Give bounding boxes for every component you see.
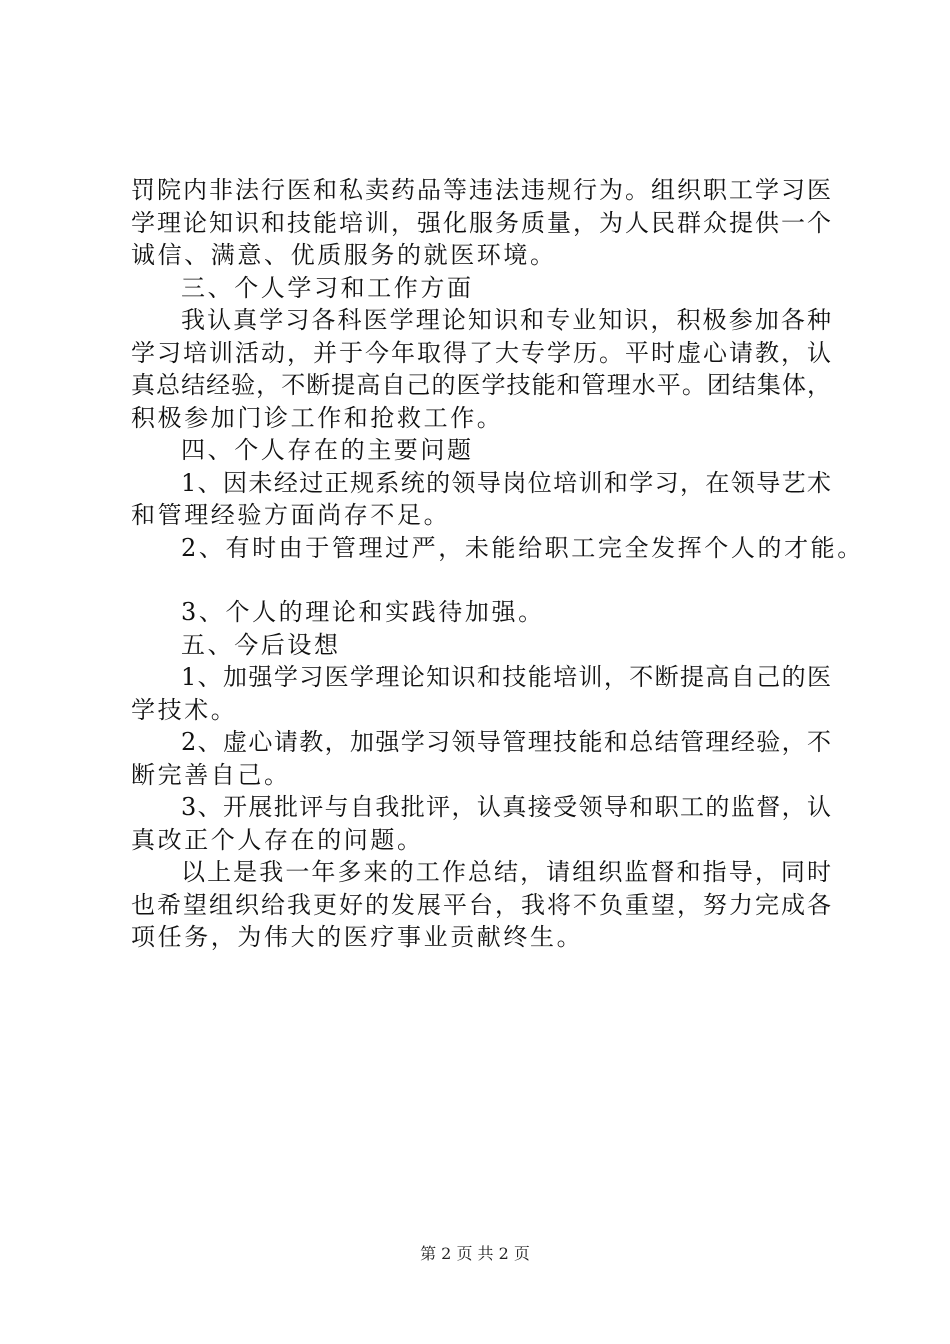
list-item: 3、开展批评与自我批评，认真接受领导和职工的监督，认 [181, 793, 831, 821]
text-line: 罚院内非法行医和私卖药品等违法违规行为。组织职工学习医 [131, 176, 831, 204]
blank-line [131, 564, 831, 596]
text-line: 学习培训活动，并于今年取得了大专学历。平时虚心请教，认 [131, 338, 831, 367]
list-item: 1、加强学习医学理论知识和技能培训，不断提高自己的医 [181, 663, 831, 691]
text-line: 诚信、满意、优质服务的就医环境。 [131, 241, 557, 269]
section-heading: 三、个人学习和工作方面 [181, 273, 474, 302]
list-item: 2、虚心请教，加强学习领导管理技能和总结管理经验，不 [181, 728, 831, 756]
text-line: 学理论知识和技能培训，强化服务质量，为人民群众提供一个 [131, 208, 831, 237]
text-line: 断完善自己。 [131, 760, 291, 789]
list-item: 1、因未经过正规系统的领导岗位培训和学习，在领导艺术 [181, 468, 831, 497]
list-item: 3、个人的理论和实践待加强。 [181, 598, 545, 626]
text-line: 项任务，为伟大的医疗事业贡献终生。 [131, 923, 584, 951]
text-line: 学技术。 [131, 695, 238, 724]
text-line: 积极参加门诊工作和抢救工作。 [131, 403, 504, 432]
page-number-footer: 第 2 页 共 2 页 [420, 1244, 530, 1263]
document-body [131, 174, 864, 954]
text-line: 也希望组织给我更好的发展平台，我将不负重望，努力完成各 [131, 890, 831, 919]
text-line: 真总结经验，不断提高自己的医学技能和管理水平。团结集体， [131, 371, 831, 399]
section-heading: 五、今后设想 [181, 630, 341, 659]
text-line: 真改正个人存在的问题。 [131, 825, 424, 854]
section-heading: 四、个人存在的主要问题 [181, 436, 474, 464]
text-line: 我认真学习各科医学理论知识和专业知识，积极参加各种 [181, 306, 831, 334]
list-item: 2、有时由于管理过严，未能给职工完全发挥个人的才能。 [181, 533, 864, 562]
text-line: 以上是我一年多来的工作总结，请组织监督和指导，同时 [181, 858, 831, 886]
text-line: 和管理经验方面尚存不足。 [131, 501, 451, 529]
